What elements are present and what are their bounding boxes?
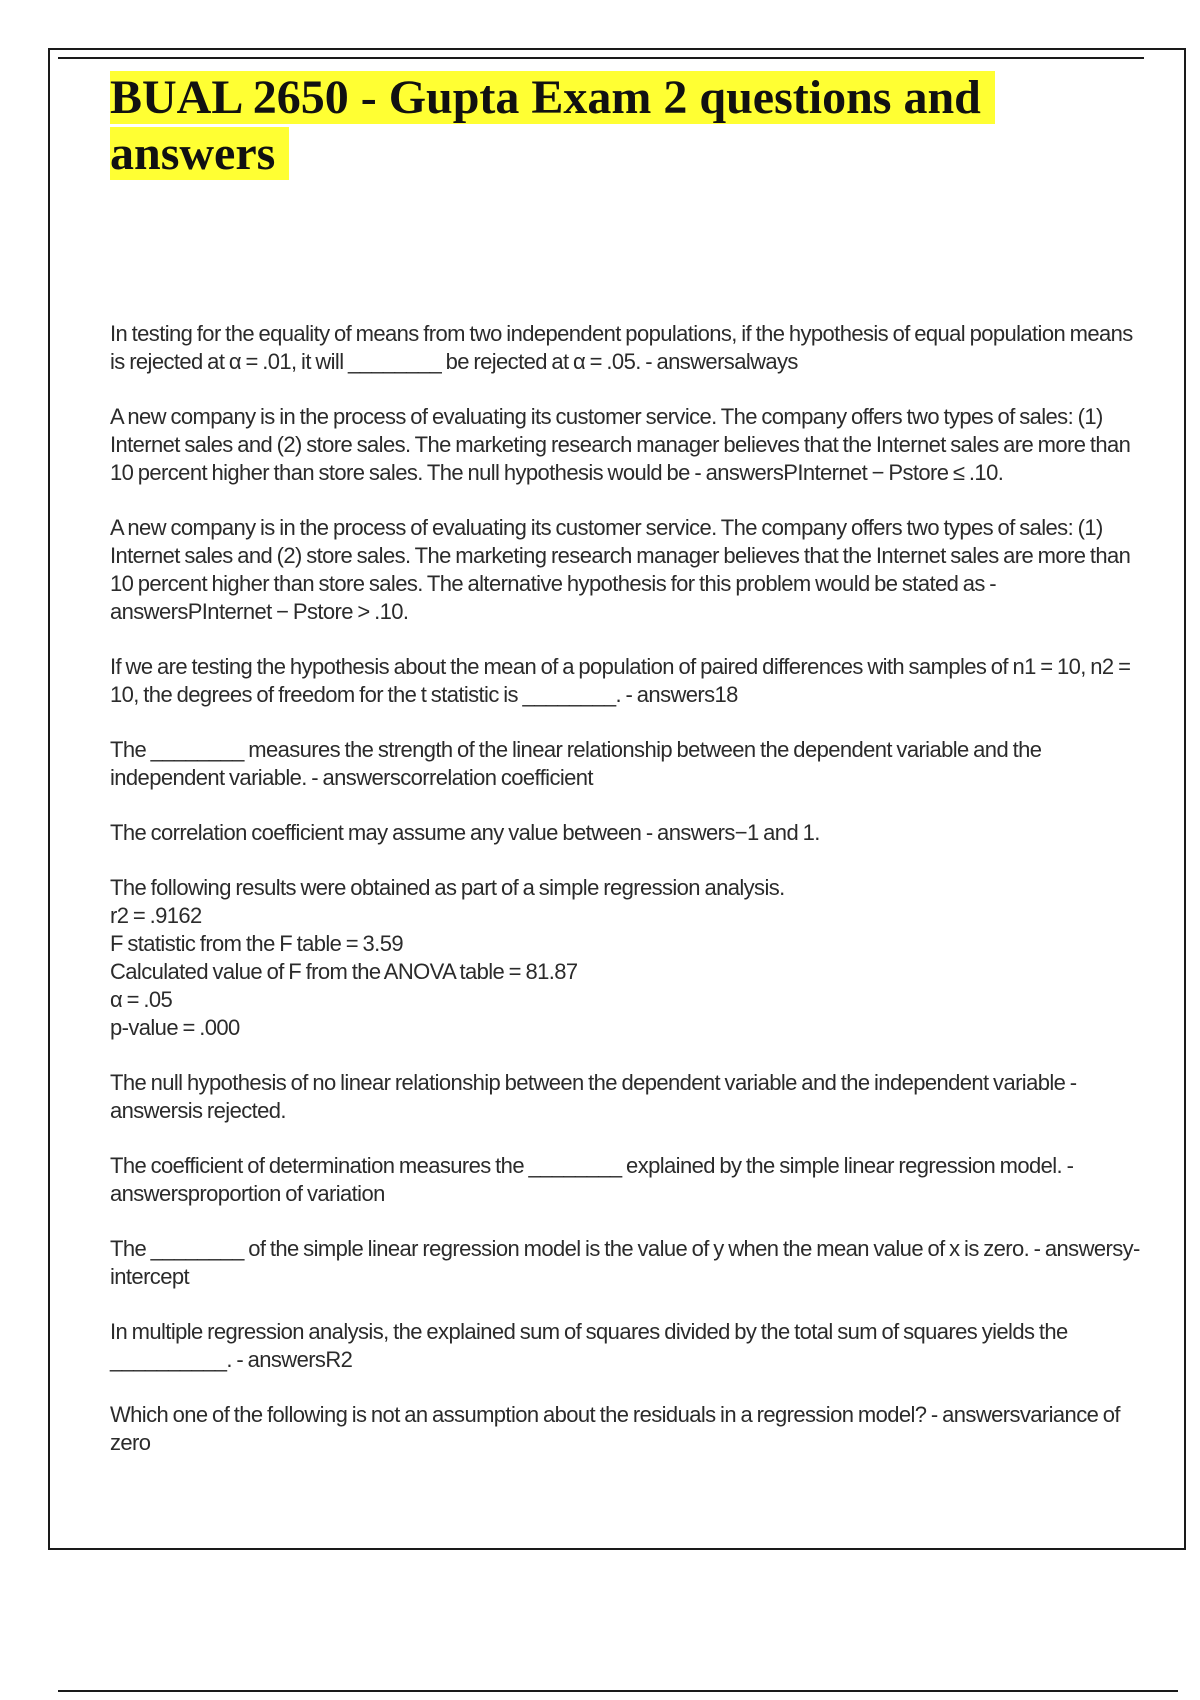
qa-item-3 [110, 514, 1140, 626]
page-frame [48, 48, 1186, 1550]
qa-text: The correlation coefficient may assume any value between - answers−1 and 1. [110, 820, 820, 845]
regression-block [110, 874, 1140, 1042]
qa-item-10 [110, 1318, 1140, 1374]
qa-text: In multiple regression analysis, the explained sum of squares divided by the total sum of squares yields the __________. - answersR2 [110, 1319, 1068, 1372]
qa-item-6 [110, 819, 1140, 847]
qa-text: A new company is in the process of evaluating its customer service. The company offers two types of sales: (1) Internet sales and (2) store sales. The marketing research manager believes that the Internet sales are more than 10 percent higher than store sales. The null hypothesis would be - answersPInternet − Pstore ≤ .10. [110, 404, 1131, 485]
qa-item-11 [110, 1401, 1140, 1457]
qa-item-9 [110, 1235, 1140, 1291]
stat-f-table: F statistic from the F table = 3.59 [110, 931, 403, 956]
qa-text: The ________ measures the strength of the linear relationship between the dependent variable and the independent variable. - answerscorrelation coefficient [110, 737, 1042, 790]
qa-item-8 [110, 1152, 1140, 1208]
qa-item-1 [110, 320, 1140, 376]
qa-item-2 [110, 403, 1140, 487]
document-title [110, 70, 1010, 182]
qa-text: If we are testing the hypothesis about the mean of a population of paired differences with samples of n1 = 10, n2 = 10, the degrees of freedom for the t statistic is ________. - answers18 [110, 654, 1131, 707]
qa-text: Which one of the following is not an assumption about the residuals in a regression model? - answersvariance of zero [110, 1402, 1120, 1455]
qa-item-4 [110, 653, 1140, 709]
qa-item-5 [110, 736, 1140, 792]
stat-r2: r2 = .9162 [110, 903, 202, 928]
qa-text: The coefficient of determination measures the ________ explained by the simple linear regression model. - answersproportion of variation [110, 1153, 1074, 1206]
qa-text: The ________ of the simple linear regression model is the value of y when the mean value of x is zero. - answersy-intercept [110, 1236, 1140, 1289]
stat-p-value: p-value = .000 [110, 1015, 240, 1040]
qa-text: A new company is in the process of evaluating its customer service. The company offers two types of sales: (1) Internet sales and (2) store sales. The marketing research manager believes that the Internet sales are more than 10 percent higher than store sales. The alternative hypothesis for this problem would be stated as - answersPInternet − Pstore > .10. [110, 515, 1131, 624]
qa-content [110, 320, 1140, 1484]
bottom-rule [58, 1690, 1178, 1692]
stat-f-anova: Calculated value of F from the ANOVA table = 81.87 [110, 959, 578, 984]
top-rule [58, 57, 1144, 59]
qa-item-7 [110, 1069, 1140, 1125]
regression-intro: The following results were obtained as part of a simple regression analysis. [110, 875, 785, 900]
stat-alpha: α = .05 [110, 987, 173, 1012]
qa-text: In testing for the equality of means from two independent populations, if the hypothesis of equal population means is rejected at α = .01, it will ________ be rejected at α = .05. - answersalways [110, 321, 1133, 374]
document-title-text: BUAL 2650 - Gupta Exam 2 questions and answers [110, 71, 995, 180]
qa-text: The null hypothesis of no linear relationship between the dependent variable and the independent variable - answersis rejected. [110, 1070, 1077, 1123]
